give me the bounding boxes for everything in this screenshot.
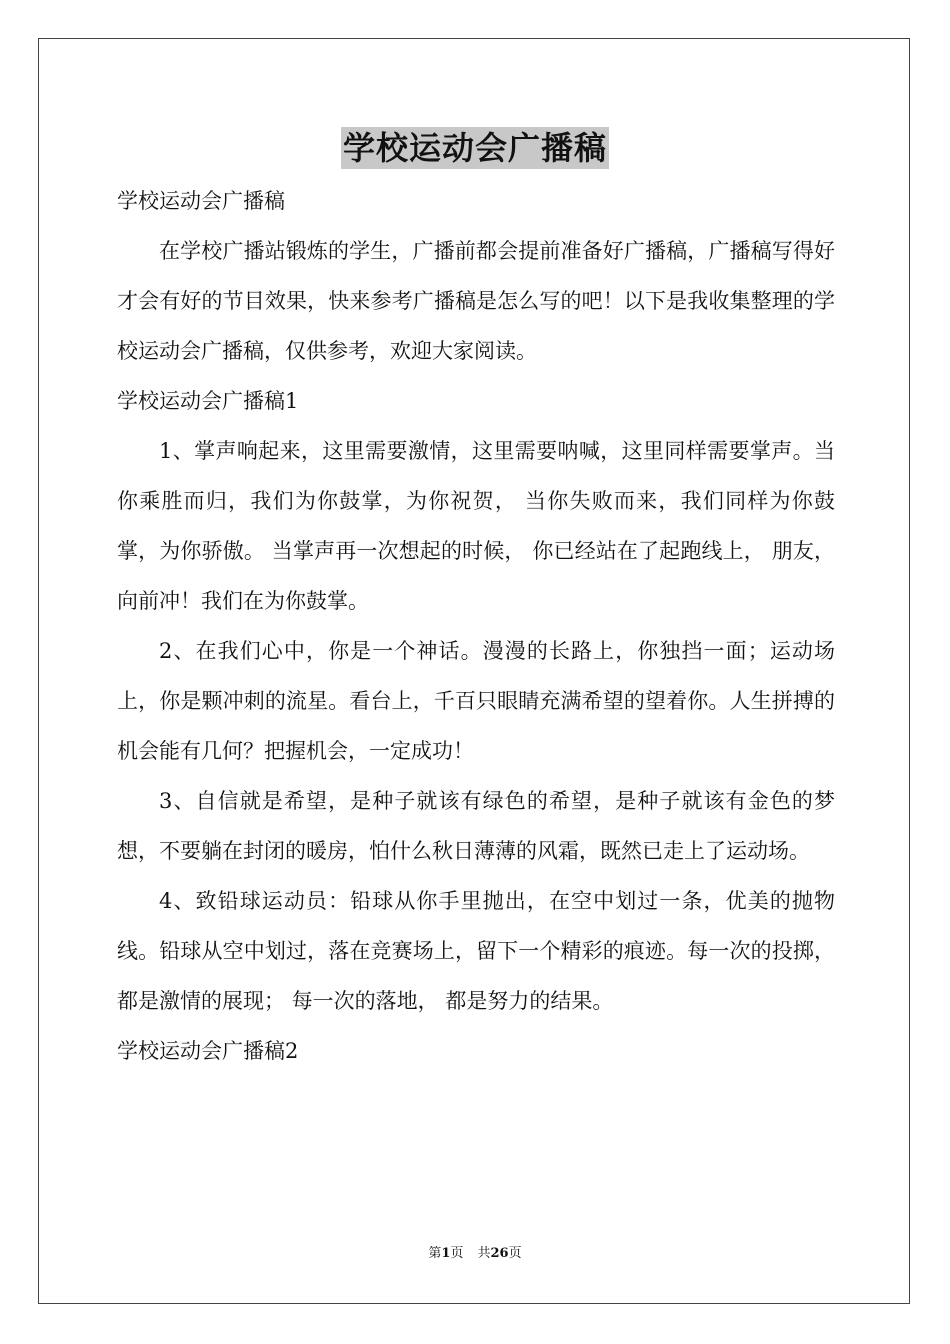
page-suffix: 页	[450, 1246, 464, 1261]
document-body	[117, 176, 835, 1076]
paragraph-item-4: 4、致铅球运动员：铅球从你手里抛出，在空中划过一条，优美的抛物线。铅球从空中划过，落在竞赛场上，留下一个精彩的痕迹。每一次的投掷， 都是激情的展现； 每一次的落地， 都是努力的结果。	[117, 889, 835, 1013]
section-heading: 学校运动会广播稿	[117, 189, 285, 213]
total-suffix: 页	[508, 1246, 522, 1261]
section-heading-2: 学校运动会广播稿2	[117, 1039, 299, 1063]
page-footer	[0, 1244, 950, 1264]
paragraph-item-3: 3、自信就是希望，是种子就该有绿色的希望，是种子就该有金色的梦想，不要躺在封闭的暖房，怕什么秋日薄薄的风霜，既然已走上了运动场。	[117, 789, 835, 863]
page-number: 1	[441, 1246, 451, 1261]
document-title: 学校运动会广播稿	[342, 129, 607, 167]
total-prefix: 共	[477, 1246, 491, 1261]
paragraph-item-2: 2、在我们心中，你是一个神话。漫漫的长路上，你独挡一面；运动场上，你是颗冲刺的流星。看台上，千百只眼睛充满希望的望着你。人生拼搏的机会能有几何？把握机会，一定成功！	[117, 639, 835, 763]
page-prefix: 第	[428, 1246, 442, 1261]
total-pages: 26	[490, 1246, 509, 1261]
intro-paragraph: 在学校广播站锻炼的学生，广播前都会提前准备好广播稿，广播稿写得好才会有好的节目效果，快来参考广播稿是怎么写的吧！以下是我收集整理的学校运动会广播稿，仅供参考，欢迎大家阅读。	[117, 239, 835, 363]
title-container	[0, 127, 950, 169]
paragraph-item-1: 1、掌声响起来，这里需要激情，这里需要呐喊，这里同样需要掌声。当你乘胜而归，我们为你鼓掌，为你祝贺， 当你失败而来，我们同样为你鼓掌，为你骄傲。 当掌声再一次想起的时候， 你已经站在了起跑线上， 朋友，向前冲！我们在为你鼓掌。	[117, 439, 835, 613]
section-heading-1: 学校运动会广播稿1	[117, 389, 299, 413]
